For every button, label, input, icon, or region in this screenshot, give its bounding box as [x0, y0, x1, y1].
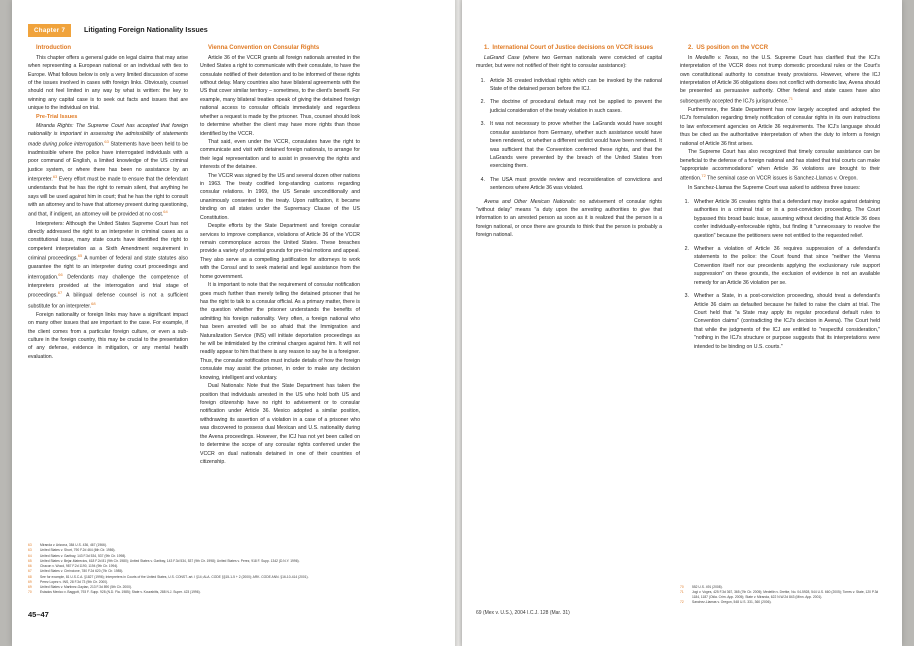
section-heading-us-position: 2. US position on the VCCR [688, 45, 769, 51]
left-column-one [28, 44, 188, 361]
footnote-number: 72 [680, 600, 684, 605]
page-gutter [455, 0, 462, 646]
footnote-text: United States v. Garibay, 143 F.3d 534, 537 (9th Cir. 1998). [40, 553, 127, 558]
footnote [680, 600, 880, 605]
paragraph: This chapter offers a general guide on legal claims that may arise when representing a European national or an individual with ties to Europe. What follows below is only a very limited discussion of some of the issues involved in cases with foreign links. Obviously, counsel should not feel limited in any way by what is written: the key to winning any capital case is to seek out facts and issues that are unique to the individual on trial. [28, 54, 188, 112]
footnote-number: 67 [28, 569, 32, 574]
paragraph: Article 36 of the VCCR grants all foreign nationals arrested in the United States a right to communicate with their consulate, to have the consulate notified of their detention and to be informed of these rights without delay. Many countries also have bilateral agreements with the US that cover similar territory – sometimes, to the client's benefit. For example, many bilateral treaties speak of giving the detained foreign national access to consular officials immediately and regardless whether a request is made by the prisoner. Thus, counsel should look to determine whether the client may have more rights than those identified by the VCCR. [200, 54, 360, 137]
paragraph: That said, even under the VCCR, consulates have the right to communicate and visit with detained foreign nationals, to arrange for their legal representation and to assist in preserving the rights and interests of the detainee. [200, 138, 360, 171]
list-item: 2. Whether a violation of Article 36 requires suppression of a defendant's statements to the police: the Court found that since "neither the Vienna Convention itself nor our precedents applying the exclusionary rule support suppression" on these grounds, the exclusion of evidence is not an available remedy for an Article 36 violation per se. [684, 246, 880, 286]
footnote-text: See for example, 81 U.S.C.A. §1827 (1996); Interpreters in Courts of the United States, U.S. CONST. art. I §14; ALA. CODE §§15-1-5 + 2 (2000); ARK. CODE ANN. §16-10-414 (2001). [40, 574, 309, 579]
list-item: 2. The doctrine of procedural default may not be applied to prevent the judicial consideration of the treaty violation in such cases. [480, 99, 662, 114]
paragraph: Miranda Rights: The Supreme Court has accepted that foreign nationality is important in assessing the admissibility of statements made during police interrogation.$^{63}$ Statements have been held to be inadmissible where the police have interrogated individuals with a poor command of English, a limited knowledge of the US criminal justice system, or where there has been no assistance by an interpreter.$^{63}$ Every effort must be made to ensure that the defendant understands that he has the right to remain silent, that anything he says will be used against him in court; that he has the right to consult with an attorney and to have that attorney present during questioning, and that, if indigent, an attorney will be provided at no cost.$^{64}$ [28, 122, 188, 219]
paragraph: In Medellin v. Texas, no the U.S. Supreme Court has clarified that the ICJ's interpretation of the VCCR does not trump domestic procedural rules or the Court's own constitutional authority to construe treaty provisions. However, where the ICJ interpretation of Article 36 obligations does not conflict with domestic law, Avena should be presented as persuasive authority. Other federal and state cases have also subsequently accepted the ICJ's jurisprudence.$^{71}$ [680, 54, 880, 105]
running-title: Litigating Foreign Nationality Issues [84, 25, 208, 34]
paragraph: Furthermore, the State Department has now largely accepted and adopted the ICJ's formulation regarding timely notification of consular rights in its own instructions to law enforcement agencies on Article 36 requirements. The ICJ's language should thus be cited as the authoritative interpretation of when the duty to inform a foreign national of Article 36 first arises. [680, 106, 880, 147]
icj-findings-list [476, 77, 662, 193]
section-heading-icj-decisions: 1. International Court of Justice decisions on VCCR issues [484, 45, 654, 51]
paragraph: Foreign nationality or foreign links may have a significant impact on many other issues that are important to the case. For example, if the client comes from a particular foreign culture, or even a sub-culture in the foreign country, this may be crucial to the presentation of any defense, evidence in mitigation, or any mental health evaluation. [28, 311, 188, 360]
chapter-tag: Chapter 7 [28, 24, 71, 37]
left-footnotes [28, 543, 360, 596]
right-column-two [680, 44, 880, 356]
footnote-number: 65 [28, 558, 32, 563]
footnote-text: Miranda v. Arizona, 384 U.S. 436, 467 (1966). [40, 543, 107, 547]
paragraph: Avena and Other Mexican Nationals: no advisement of consular rights "without delay" means "a duty upon the arresting authorities to give that information to an arrested person as soon as it is realized that the person is a foreign national, or once there are grounds to think that the person is probably a foreign national. [476, 198, 662, 239]
paragraph: The Supreme Court has also recognized that timely consular assistance can be beneficial to the defense of a foreign national and has stated that trial courts can make "appropriate accommodations" when Article 36 violations are brought to their attention.$^{72}$ The seminal case on VCCR issues is Sanchez-Llamas v. Oregon. [680, 149, 880, 183]
footnote [28, 575, 360, 580]
footnote-number: 66 [28, 564, 32, 569]
footnote-text: Jogi v. Voges, 425 F.3d 367, 365 (7th Cir. 2005); Medellin v. Dretke, No. 04-5928, 544 U.S. 660 (2005); Torres v. State, 120 P.3d 1184, 1187 (Okla. Crim. App. 2005); State v. Miranda, 622 N.W.2d 843 (Minn. App. 2001). [692, 590, 879, 600]
footnote [28, 585, 360, 590]
footnote-text: Estados Mexico v. Baggott, 793 F. Supp. 928 (N.D. Fla. 1985); State v. Kourabitis, 288 N.J. Super. 423 (1996). [40, 590, 201, 595]
footnote-text: United States v. Martinez-Gaytan, 213 F.3d 890 (5th Cir. 2000). [40, 585, 132, 590]
footnote-text: United States v. Cirrincione, 780 F.2d 620 (7th Cir. 1985). [40, 569, 124, 574]
list-item: 3. Whether a State, in a post-conviction proceeding, should treat a defendant's Article 36 claim as defaulted because he failed to raise the claim at trial. The Court held that "a State may apply its regular procedural default rules to Convention claims" (contradicting the ICJ's decision in Avena). The Court held that while the judgments of the ICJ are entitled to "respectful consideration," "nothing in the ICJ's structure or purpose suggests that its interpretations were intended to be binding on U.S. courts." [684, 293, 880, 350]
list-item: 1. Article 36 created individual rights which can be invoked by the national State of the detained person before the ICJ. [480, 77, 662, 92]
subheading-pretrial: Pre-Trial Issues [36, 113, 78, 120]
footnote-text: Chacon v. Wood, 987 F.2d 1190, 1194 (9th Cir. 1994). [40, 564, 119, 569]
paragraph: The VCCR was signed by the US and several dozen other nations in 1963. The treaty codified long-standing customs regarding consular relations. In 1969, the US Senate unconditionally and unanimously consented to the treaty. Upon ratification, it became binding on all states under the Supremacy Clause of the US Constitution. [200, 172, 360, 221]
footnote [28, 580, 360, 585]
footnote [28, 559, 360, 564]
footnote-number: 69 [28, 579, 32, 584]
footnote-number: 70 [28, 590, 32, 595]
list-item: 1. Whether Article 36 creates rights that a defendant may invoke against detaining authorities in a criminal trial or in a post-conviction proceeding. The Court bypassed this broad basic issue, assuming without deciding that Article 36 does confer individually-enforceable rights, but finding it "unnecessary to resolve the question" because the petitioners were not entitled to the requested relief. [684, 198, 880, 239]
paragraph: LaGrand Case (where two German nationals were convicted of capital murder, but were not notified of their right to consular assistance): [476, 54, 662, 70]
left-column-two [200, 44, 360, 466]
footnote [28, 564, 360, 569]
footnote [28, 543, 360, 548]
right-footnotes [680, 585, 880, 606]
folio-right: 69 (Mex v. U.S.), 2004 I.C.J. 128 (Mar. 31) [476, 610, 570, 616]
paragraph: It is important to note that the requirement of consular notification goes much further than merely telling the detained prisoner that he has the right to talk to a consular official. As a primary matter, there is the question whether the prisoner understands the benefits of admitting his foreign nationality. Very often, a foreign national who has been arrested will be so afraid that the Immigration and Naturalization Service (INS) will initiate deportation proceedings as he will be intimidated by the criminal charges against him. It will not readily appear to him that there is any reason to say he is a foreigner. Thus, the consular notification must include details of how the foreign consulate may assist the prisoner, in order to make any decision knowing, intelligent and voluntary. [200, 282, 360, 381]
footnote [680, 585, 880, 590]
footnote [28, 569, 360, 574]
footnote-number: 63 [28, 543, 32, 547]
footnote [28, 554, 360, 559]
footnote-number: 68 [28, 574, 32, 579]
footnote-number: 64 [28, 553, 32, 558]
footnote-text: 552 U.S. 491 (2008). [692, 585, 723, 589]
footnote-text: United States v. Bejar-Matrecios, 618 F.2d 81 (9th Cir. 1980); United States v. Garibay, 143 F.3d 534, 537 (9th Cir. 1998); United States v. Perez, 918 F. Supp. 1342 (D.N.Y. 1996). [40, 558, 300, 563]
footnote-text: United States v. Short, 790 F.2d 464 (6th Cir. 1986). [40, 548, 116, 553]
footnote-number: 69 [28, 585, 32, 590]
footnote-text: Perez Lopez v. INS, 28 F.3d 73 (9th Cir. 2000). [40, 579, 109, 584]
list-item: 3. It was not necessary to prove whether the LaGrands would have sought consular assistance from Germany, whether such assistance would have been rendered, or whether a different verdict would have been rendered. It was sufficient that the Convention conferred these rights, and that the LaGrands were prevented by the breach of the United States from exercising them. [480, 121, 662, 170]
section-heading-introduction: Introduction [36, 45, 71, 51]
section-heading-vienna-convention: Vienna Convention on Consular Rights [208, 45, 320, 51]
footnote-number: 70 [680, 585, 684, 589]
footnote-number: 63 [28, 548, 32, 553]
paragraph: Interpreters: Although the United States Supreme Court has not directly addressed the right to an interpreter in criminal cases as a constitutional issue, many state courts have identified the right to competent interpretation as a Sixth Amendment requirement in criminal proceedings.$^{65}$ A number of federal and state statutes also guarantee the right to an interpreter during court proceedings and interrogation.$^{66}$ Defendants may challenge the competence of interpreters provided at the interrogation and trial stage of proceedings.$^{67}$ A bilingual defense counsel is not a sufficient substitute for an interpreter.$^{68}$ [28, 220, 188, 310]
paragraph: Despite efforts by the State Department and foreign consular services to improve compliance, violations of Article 36 of the VCCR remain commonplace across the United States. These breaches provide a variety of potential grounds for pre-trial motions and appeal. They also serve as a compelling justification for attorneys to work with the Consul and to seek material and legal assistance from the home government. [200, 223, 360, 280]
paragraph: Dual Nationals: Note that the State Department has taken the position that individuals arrested in the US who hold both US and foreign citizenship have no right to advisement or to consular notification under Article 36. Mexico adopted a similar position, withdrawing its assertion of a violation in a case of a prisoner who was discovered to possess dual Mexican and U.S. nationality during the Avena proceedings. However, the ICJ has not yet been called on to determine the scope of any consular rights conferred under the VCCR on dual nationals detained in one of their countries of citizenship. [200, 383, 360, 465]
right-column-one [476, 44, 662, 240]
folio-left: 45–47 [28, 610, 49, 619]
paragraph: In Sanchez-Llamas the Supreme Court was asked to address three issues: [688, 184, 861, 191]
footnote [28, 590, 360, 595]
footnote [28, 548, 360, 553]
footnote [680, 590, 880, 600]
list-item: 4. The USA must provide review and reconsideration of convictions and sentences where Article 36 was violated. [480, 176, 662, 192]
sanchez-llamas-issues-list [680, 198, 880, 351]
footnote-text: Sanchez-Llamas v. Oregon, 548 U.S. 331, 360 (2006). [692, 600, 772, 605]
footnote-number: 71 [680, 590, 684, 595]
